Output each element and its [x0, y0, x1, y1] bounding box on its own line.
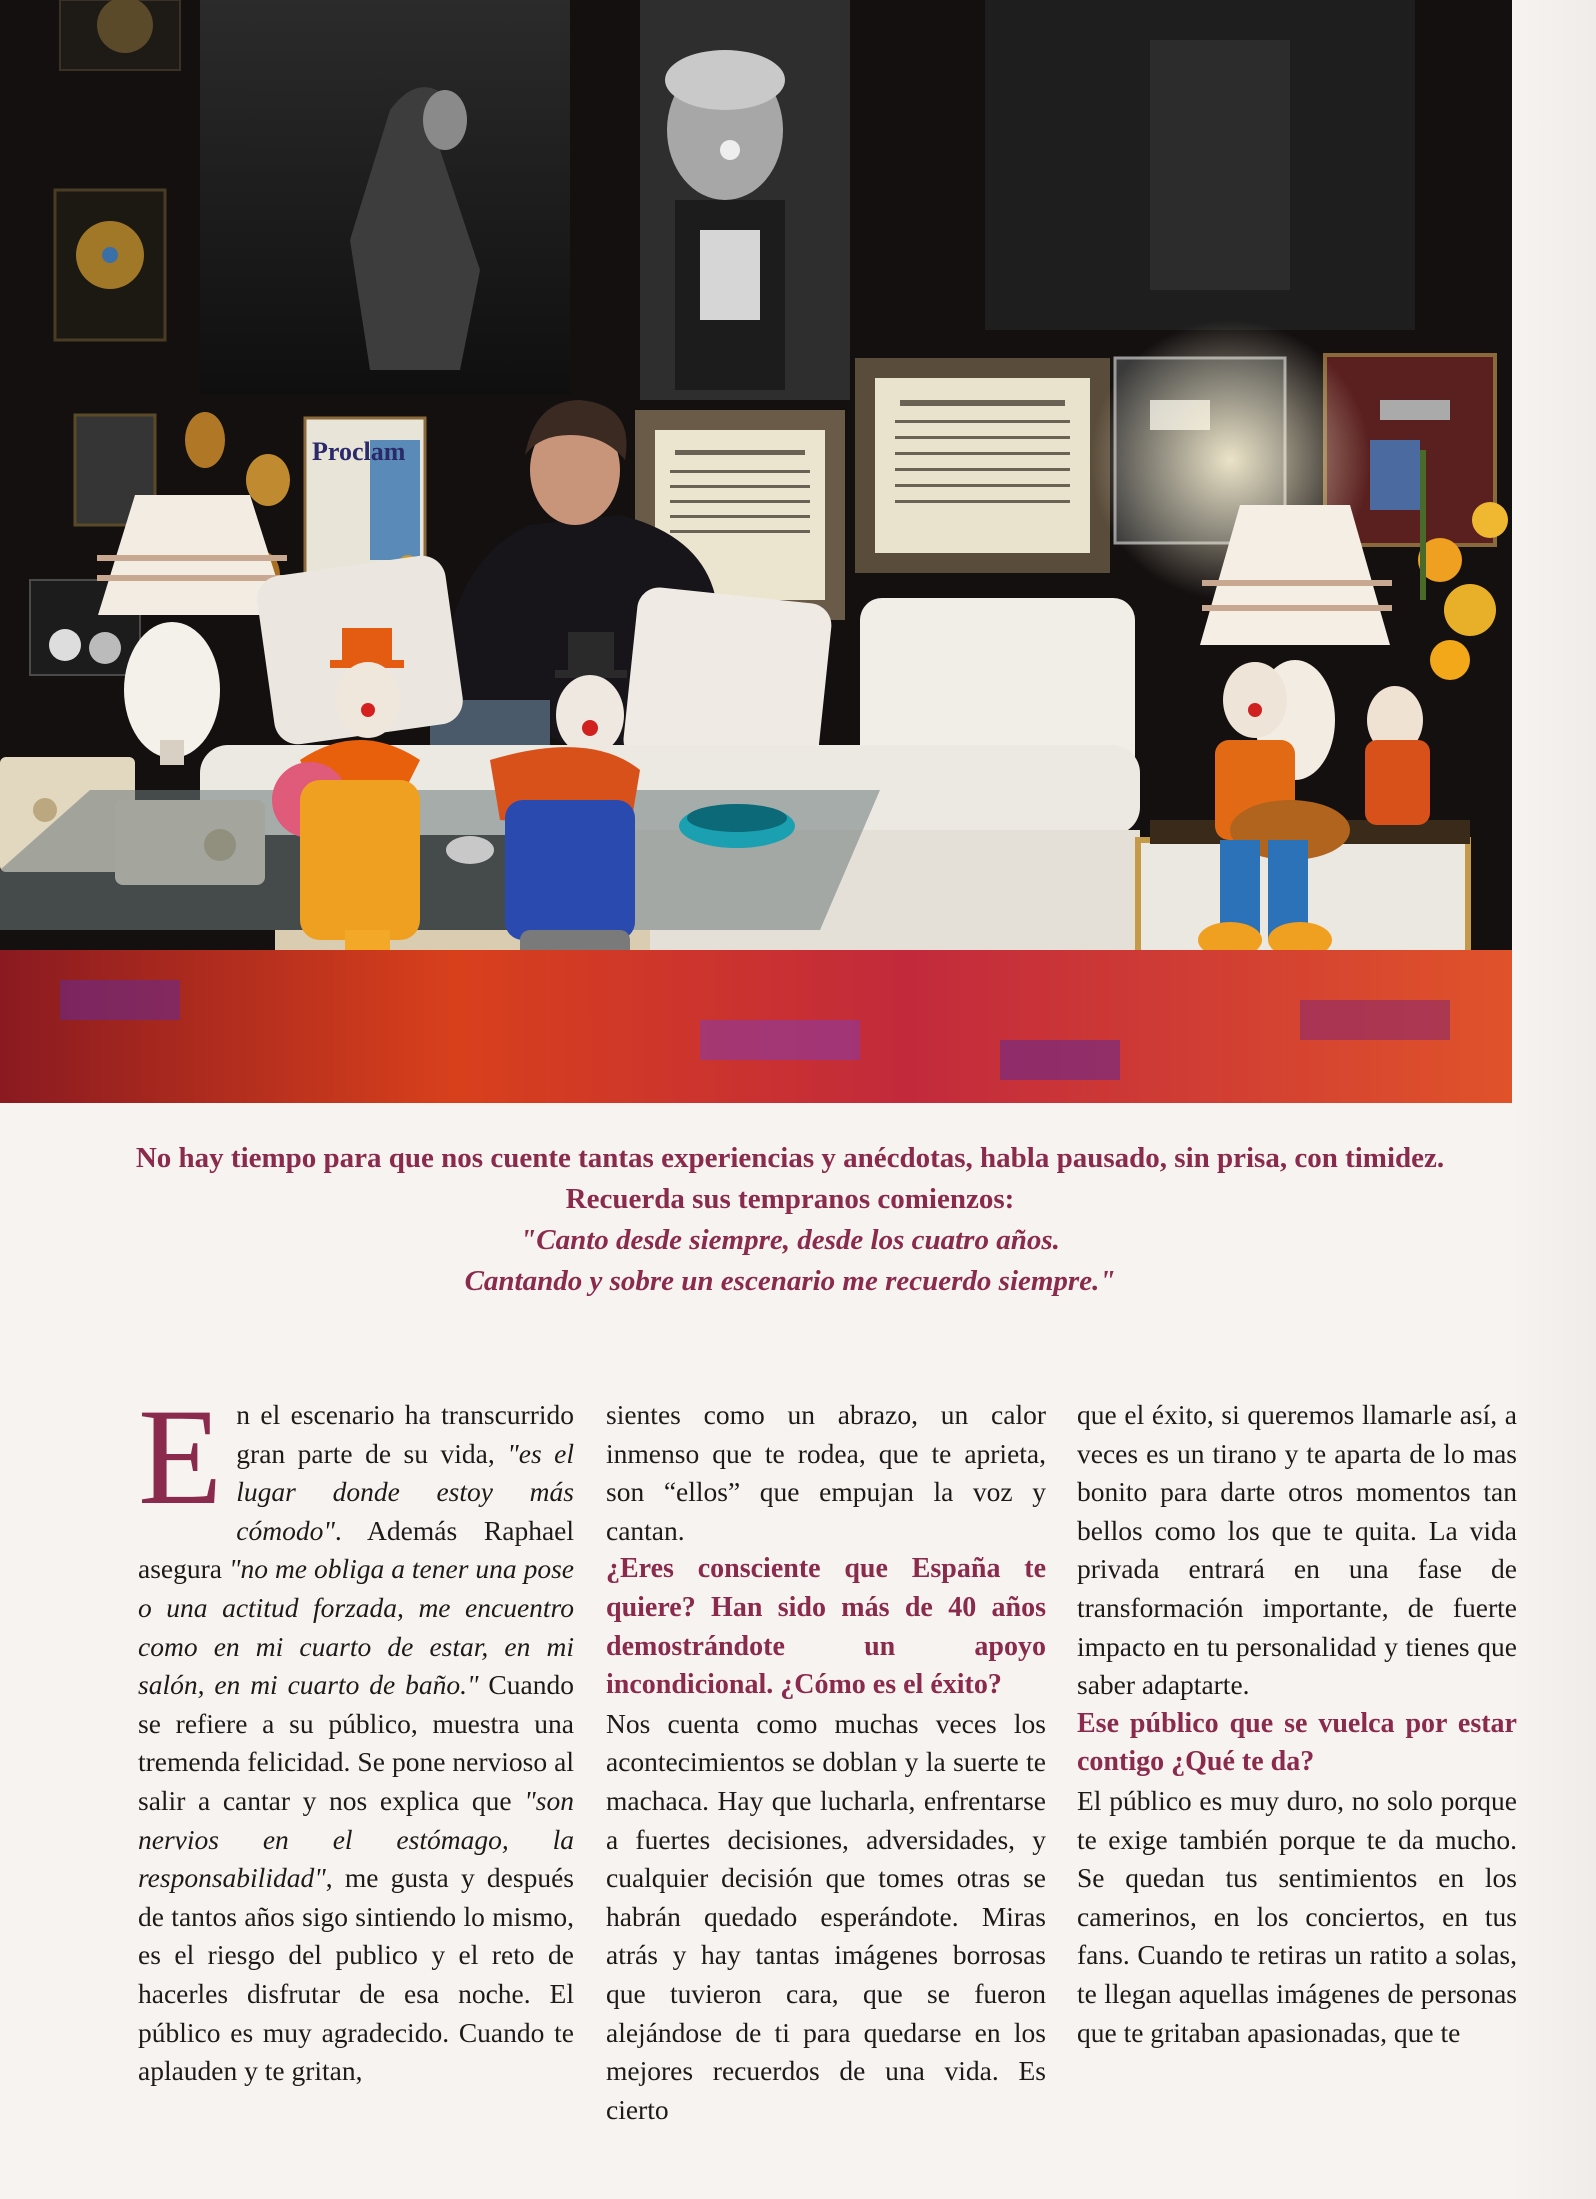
interview-question-1: ¿Eres consciente que España te quiere? Han sido más de 40 años demostrándote un apoyo incondicional. ¿Cómo es el éxito? [606, 1553, 1046, 1701]
article-column-3 [1077, 1396, 1517, 2052]
poster-text: Proclam [312, 437, 406, 466]
drop-cap: E [138, 1380, 223, 1533]
caption-line-1: No hay tiempo para que nos cuente tantas experiencias y anécdotas, habla pausado, sin prisa, con timidez. [135, 1142, 1445, 1174]
quote-run: "es el lugar donde estoy más cómodo" [236, 1437, 574, 1546]
text-run: n el escenario ha transcurrido gran parte de su vida, [236, 1399, 574, 1469]
photo-illustration [0, 0, 1512, 1103]
paragraph-5: El público es muy duro, no solo porque te exige también porque te da mucho. Se quedan tus sentimientos en los camerinos, en los conciertos, en tus fans. Cuando te retiras un ratito a solas, te llegan aquellas imágenes de personas que te gritaban apasionadas, que te [1077, 1784, 1517, 2048]
text-run: Cuando se refiere a su público, muestra una tremenda felicidad. Se pone nervioso al salir a cantar y nos explica que [138, 1669, 574, 1816]
article-column-1 [138, 1380, 574, 2091]
caption-line-2: Recuerda sus tempranos comienzos: [565, 1183, 1015, 1215]
text-run: , me gusta y después de tantos años sigo sintiendo lo mismo, es el riesgo del publico y el reto de hacerles disfrutar de esa noche. El público es muy agradecido. Cuando te aplauden y te gritan, [138, 1862, 574, 2087]
interview-question-2: Ese público que se vuelca por estar contigo ¿Qué te da? [1077, 1707, 1517, 1778]
article-column-2 [606, 1396, 1046, 2129]
caption-quote-line-1: "Canto desde siempre, desde los cuatro años. [520, 1224, 1060, 1256]
living-room-photo [0, 0, 1512, 1103]
quote-run: "no me obliga a tener una pose o una actitud forzada, me encuentro como en mi cuarto de estar, en mi salón, en mi cuarto de baño." [138, 1553, 574, 1701]
page-edge [1511, 0, 1596, 2199]
text-run: . Además Raphael asegura [138, 1514, 574, 1585]
paragraph-2: sientes como un abrazo, un calor inmenso que te rodea, que te aprieta, son “ellos” que empujan la voz y cantan. [606, 1399, 1046, 1546]
caption-quote-line-2: Cantando y sobre un escenario me recuerdo siempre." [464, 1265, 1116, 1297]
paragraph-4: que el éxito, si queremos llamarle así, a veces es un tirano y te aparta de lo mas bonito para darte otros momentos tan bellos como los que te quita. La vida privada entrará en una fase de transformación importante, de fuerte impacto en tu personalidad y tienes que saber adaptarte. [1077, 1399, 1517, 1701]
photo-caption [40, 1138, 1540, 1302]
paragraph-3: Nos cuenta como muchas veces los acontecimientos se doblan y la suerte te machaca. Hay que lucharla, enfrentarse a fuertes decisiones, adversidades, y cualquier decisión que tomes otras se habrán quedado esperándote. Miras atrás y hay tantas imágenes borrosas que tuvieron cara, que se fueron alejándose de ti para quedarse en los mejores recuerdos de una vida. Es cierto [606, 1707, 1046, 2125]
quote-run: "son nervios en el estómago, la responsabilidad" [138, 1784, 574, 1894]
